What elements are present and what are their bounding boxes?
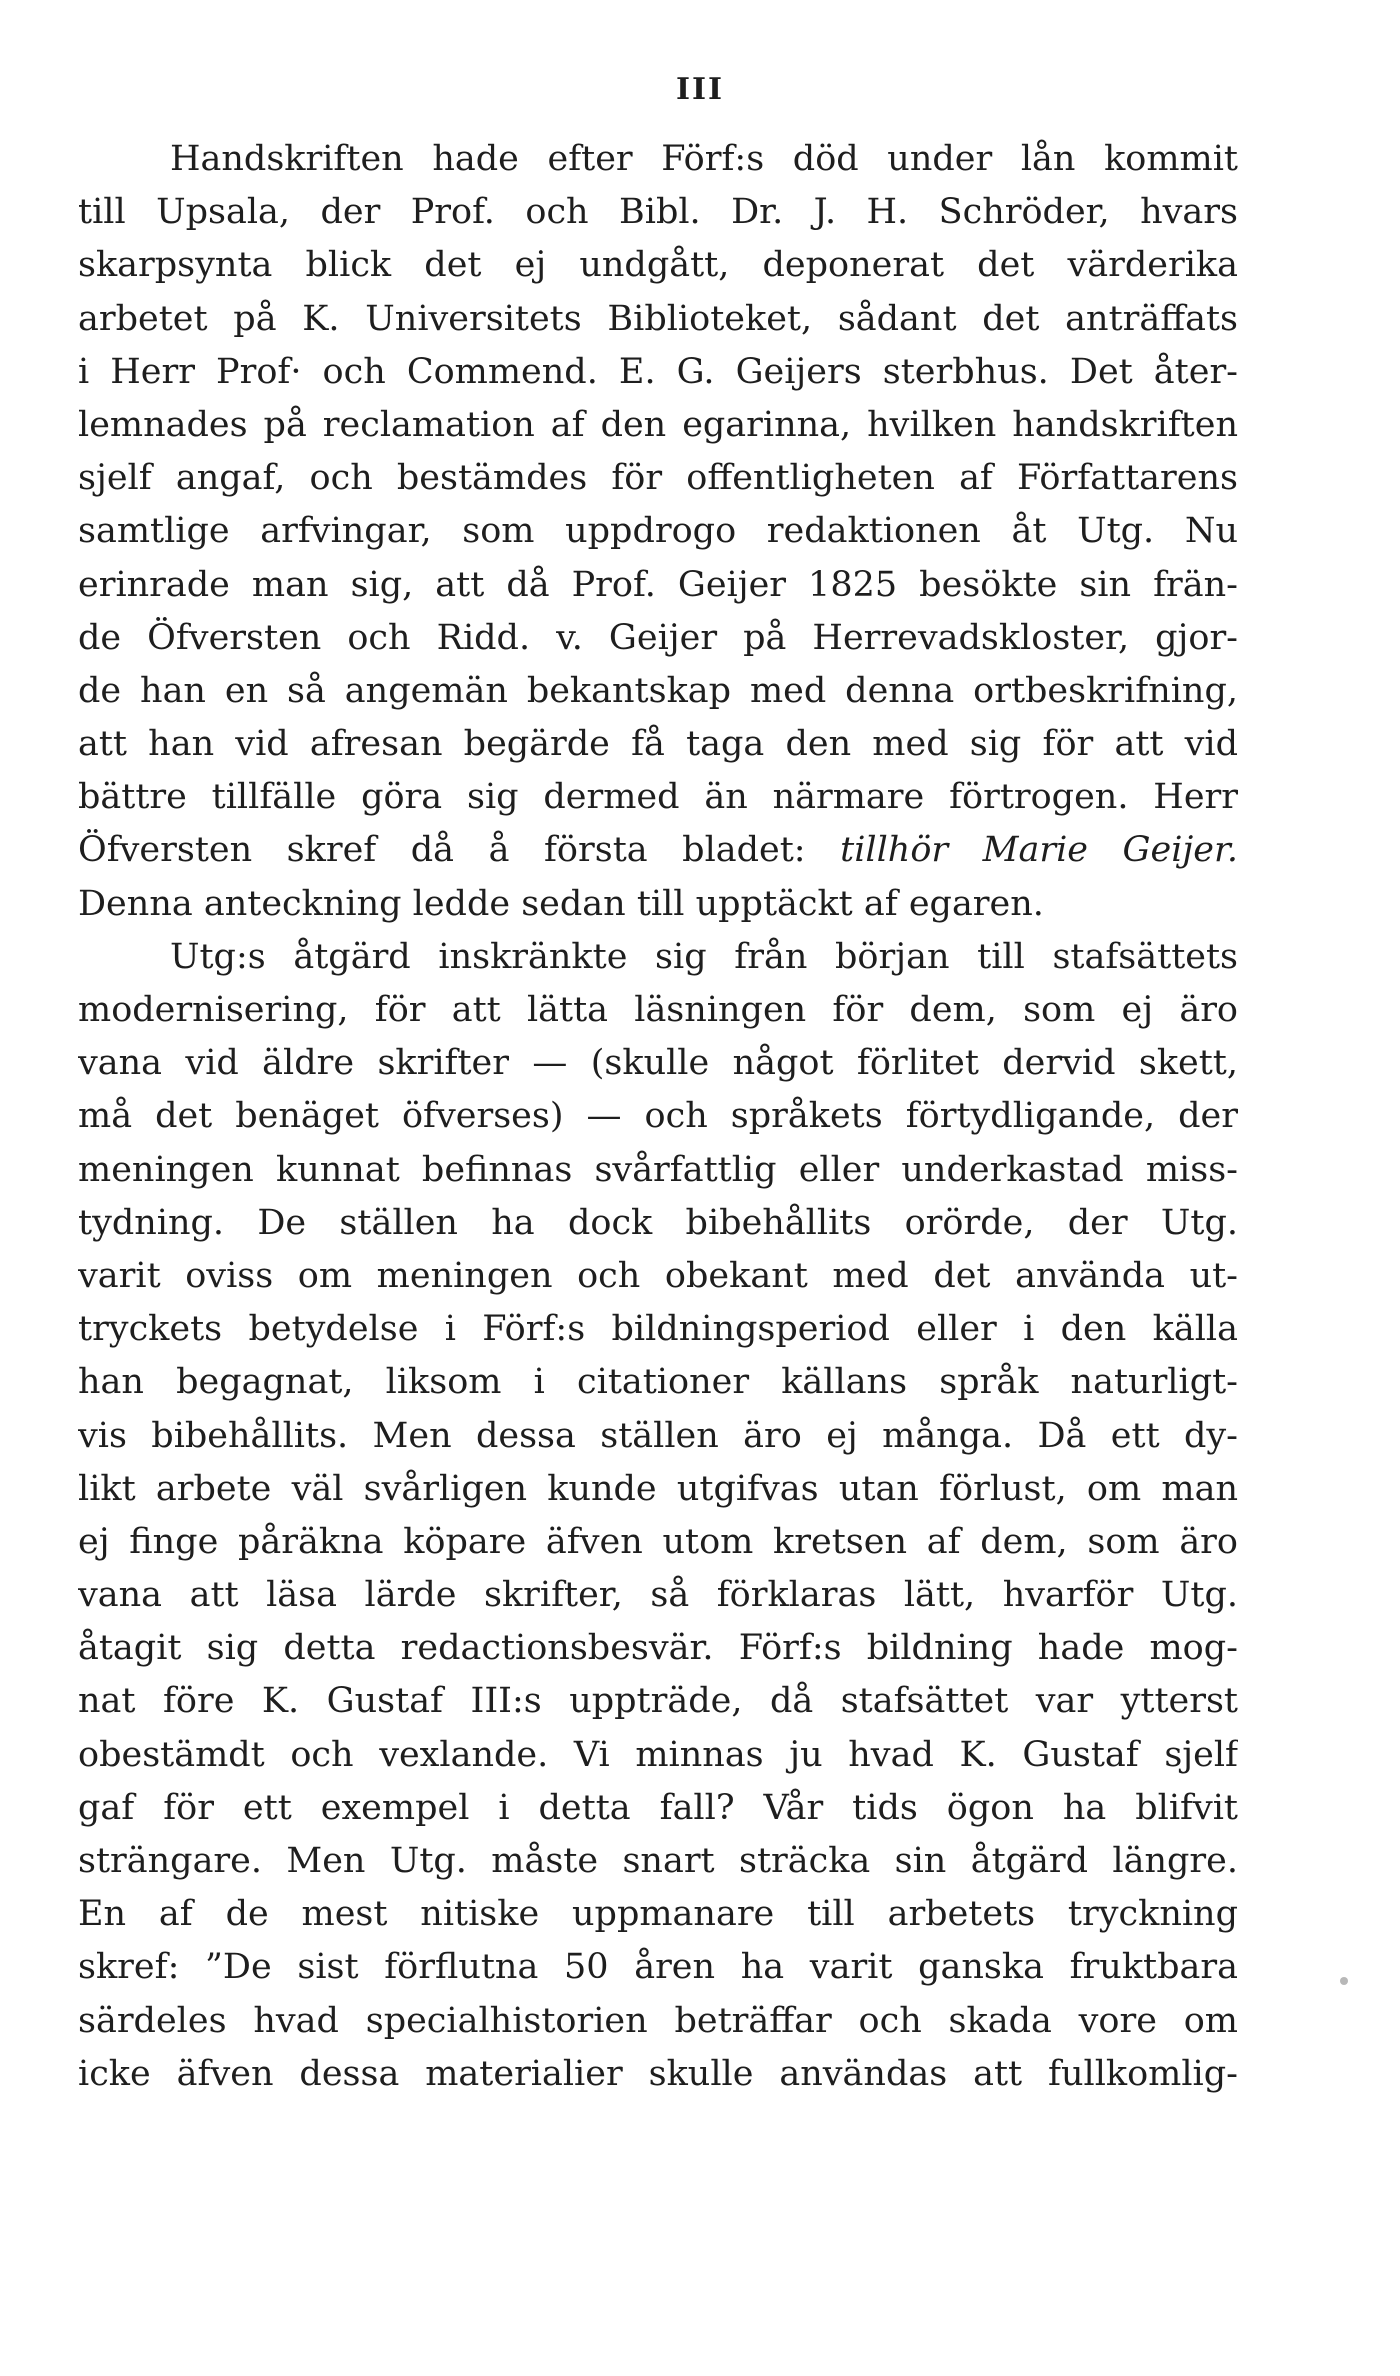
text-line: nat före K. Gustaf III:s uppträde, då stafsättet var ytterst — [78, 1681, 1238, 1722]
body-text — [78, 133, 1238, 2101]
text-line: vana vid äldre skrifter — (skulle något förlitet dervid skett, — [78, 1043, 1238, 1084]
text-line: de han en så angemän bekantskap med denna ortbeskrifning, — [78, 670, 1238, 711]
text-line: meningen kunnat befinnas svårfattlig eller underkastad miss- — [78, 1149, 1238, 1190]
text-line-roman-part: Öfversten skref då å första bladet: — [78, 830, 806, 871]
text-line: strängare. Men Utg. måste snart sträcka sin åtgärd längre. — [78, 1841, 1238, 1881]
text-line: tryckets betydelse i Förf:s bildningsperiod eller i den källa — [78, 1309, 1238, 1350]
text-line: icke äfven dessa materialier skulle användas att fullkomlig- — [78, 2053, 1238, 2094]
text-line: vana att läsa lärde skrifter, så förklaras lätt, hvarför Utg. — [78, 1575, 1238, 1616]
text-line: samtlige arfvingar, som uppdrogo redaktionen åt Utg. Nu — [78, 511, 1238, 552]
text-line: ej finge påräkna köpare äfven utom kretsen af dem, som äro — [78, 1521, 1238, 1562]
text-line: likt arbete väl svårligen kunde utgifvas utan förlust, om man — [78, 1468, 1238, 1509]
text-line: till Upsala, der Prof. och Bibl. Dr. J. H. Schröder, hvars — [78, 192, 1238, 233]
text-line: Handskriften hade efter Förf:s död under lån kommit — [170, 139, 1238, 179]
text-line-with-italic — [78, 824, 1238, 877]
text-line: obestämdt och vexlande. Vi minnas ju hvad K. Gustaf sjelf — [78, 1734, 1238, 1775]
text-line: särdeles hvad specialhistorien beträffar och skada vore om — [78, 2000, 1238, 2041]
text-line: må det benäget öfverses) — och språkets förtydligande, der — [78, 1096, 1238, 1137]
text-line: skref: ”De sist förflutna 50 åren ha varit ganska fruktbara — [78, 1947, 1238, 1988]
text-line: bättre tillfälle göra sig dermed än närmare förtrogen. Herr — [78, 777, 1238, 818]
text-line: tydning. De ställen ha dock bibehållits orörde, der Utg. — [78, 1202, 1238, 1243]
text-line: de Öfversten och Ridd. v. Geijer på Herrevadskloster, gjor- — [78, 617, 1238, 658]
margin-speck — [1340, 1977, 1348, 1985]
text-line: lemnades på reclamation af den egarinna, hvilken handskriften — [78, 404, 1238, 445]
text-line: i Herr Prof· och Commend. E. G. Geijers sterbhus. Det åter- — [78, 351, 1238, 392]
text-line: sjelf angaf, och bestämdes för offentligheten af Författarens — [78, 458, 1238, 499]
text-line: vis bibehållits. Men dessa ställen äro ej många. Då ett dy- — [78, 1415, 1238, 1456]
text-line: varit oviss om meningen och obekant med det använda ut- — [78, 1255, 1238, 1296]
text-line: En af de mest nitiske uppmanare till arbetets tryckning — [78, 1894, 1238, 1935]
text-line: skarpsynta blick det ej undgått, deponerat det värderika — [78, 245, 1238, 286]
text-line: modernisering, för att lätta läsningen för dem, som ej äro — [78, 990, 1238, 1030]
text-line: Denna anteckning ledde sedan till upptäckt af egaren. — [78, 883, 1044, 924]
text-line: erinrade man sig, att då Prof. Geijer 1825 besökte sin frän- — [78, 564, 1238, 605]
text-line: att han vid afresan begärde få taga den med sig för att vid — [78, 724, 1238, 765]
text-line: gaf för ett exempel i detta fall? Vår tids ögon ha blifvit — [78, 1787, 1238, 1828]
text-line: Utg:s åtgärd inskränkte sig från början till stafsättets — [170, 936, 1238, 977]
text-line: han begagnat, liksom i citationer källans språk naturligt- — [78, 1362, 1238, 1403]
text-line: arbetet på K. Universitets Biblioteket, sådant det anträffats — [78, 298, 1238, 339]
italic-annotation: tillhör Marie Geijer. — [840, 830, 1238, 871]
page-number: III — [675, 72, 725, 107]
text-line: åtagit sig detta redactionsbesvär. Förf:s bildning hade mog- — [78, 1628, 1238, 1669]
